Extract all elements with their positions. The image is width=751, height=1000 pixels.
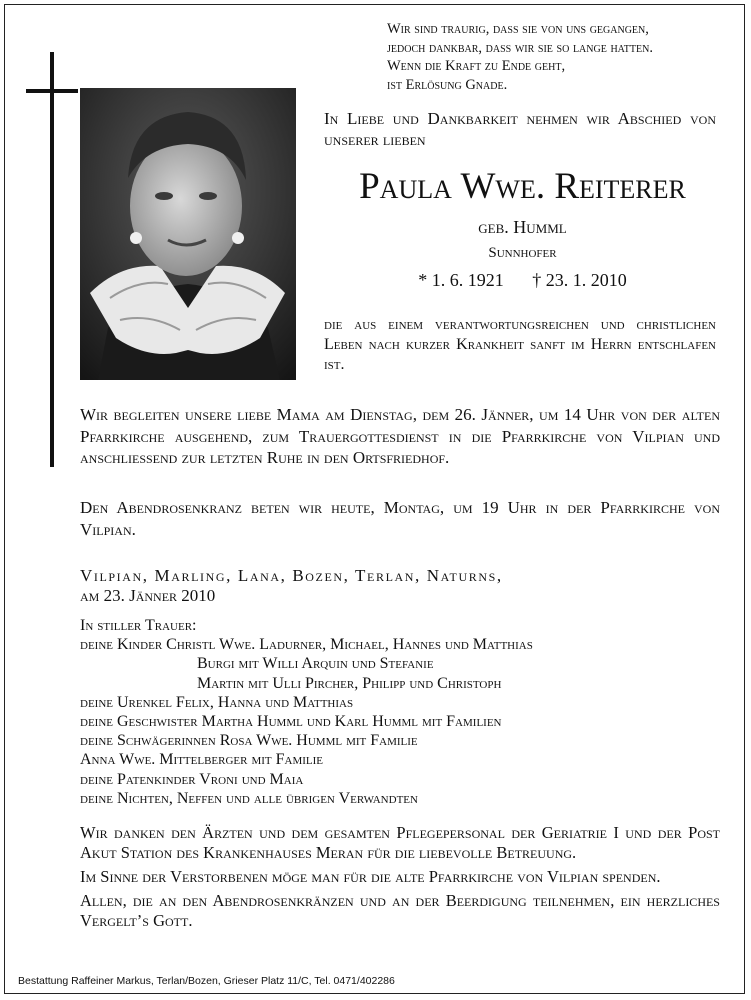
places-and-date <box>80 566 720 606</box>
list-item: deine Nichten, Neffen und alle übrigen Verwandten <box>80 789 418 807</box>
deceased-name: Paula Wwe. Reiterer <box>359 166 686 207</box>
portrait-photo-icon <box>80 88 296 380</box>
list-item: Anna Wwe. Mittelberger mit Familie <box>80 751 324 769</box>
verse-line: Wenn die Kraft zu Ende geht, <box>387 58 566 74</box>
life-dates <box>320 270 725 291</box>
passing-text: die aus einem verantwortungsreichen und christlichen Leben nach kurzer Krankheit sanft im Herrn entschlafen ist. <box>324 316 716 373</box>
farm-name: Sunnhofer <box>488 245 557 261</box>
verse-line: jedoch dankbar, dass wir sie so lange hatten. <box>387 39 653 56</box>
verse-line: ist Erlösung Gnade. <box>387 76 508 93</box>
acknowledgements <box>80 823 720 935</box>
portrait-photo <box>80 88 296 380</box>
donation-paragraph: Im Sinne der Verstorbenen möge man für die alte Pfarrkirche von Vilpian spenden. <box>80 867 661 886</box>
memorial-verse <box>387 20 727 94</box>
mourners-list <box>80 616 720 808</box>
rosary-details: Den Abendrosenkranz beten wir heute, Montag, um 19 Uhr in der Pfarrkirche von Vilpian. <box>80 498 720 539</box>
date-line: am 23. Jänner 2010 <box>80 586 216 605</box>
gratitude-paragraph: Allen, die an den Abendrosenkränzen und an der Beerdigung teilnehmen, ein herzliches Vergelt’s Gott. <box>80 891 720 930</box>
list-item: deine Patenkinder Vroni und Maia <box>80 770 304 788</box>
list-item: Martin mit Ulli Pircher, Philipp und Christoph <box>197 674 502 692</box>
list-item: deine Kinder Christl Wwe. Ladurner, Michael, Hannes und Matthias <box>80 636 533 654</box>
funeral-details: Wir begleiten unsere liebe Mama am Dienstag, dem 26. Jänner, um 14 Uhr von der alten Pfarrkirche ausgehend, zum Trauergottesdienst in die Pfarrkirche von Vilpian und anschliessend zur letzten Ruhe in den Ortsfriedhof. <box>80 405 720 467</box>
list-item: deine Schwägerinnen Rosa Wwe. Humml mit Familie <box>80 732 418 750</box>
cross-icon <box>50 52 54 467</box>
list-item: deine Urenkel Felix, Hanna und Matthias <box>80 693 354 711</box>
list-item: Burgi mit Willi Arquin und Stefanie <box>197 655 434 673</box>
birth-date: * 1. 6. 1921 <box>418 270 504 290</box>
list-item: deine Geschwister Martha Humml und Karl Humml mit Familien <box>80 713 502 731</box>
farewell-intro: In Liebe und Dankbarkeit nehmen wir Abschied von unserer lieben <box>324 109 716 149</box>
funeral-home-footer: Bestattung Raffeiner Markus, Terlan/Bozen, Grieser Platz 11/C, Tel. 0471/402286 <box>18 975 395 987</box>
verse-line: Wir sind traurig, dass sie von uns gegangen, <box>387 21 649 37</box>
cross-icon-bar <box>26 89 78 93</box>
thanks-paragraph: Wir danken den Ärzten und dem gesamten Pflegepersonal der Geriatrie I und der Post Akut Station des Krankenhauses Meran für die liebevolle Betreuung. <box>80 823 720 862</box>
places-line: Vilpian, Marling, Lana, Bozen, Terlan, Naturns, <box>80 566 503 585</box>
mourners-heading: In stiller Trauer: <box>80 617 197 634</box>
death-date: † 23. 1. 2010 <box>532 270 627 290</box>
maiden-name: geb. Humml <box>478 217 567 237</box>
